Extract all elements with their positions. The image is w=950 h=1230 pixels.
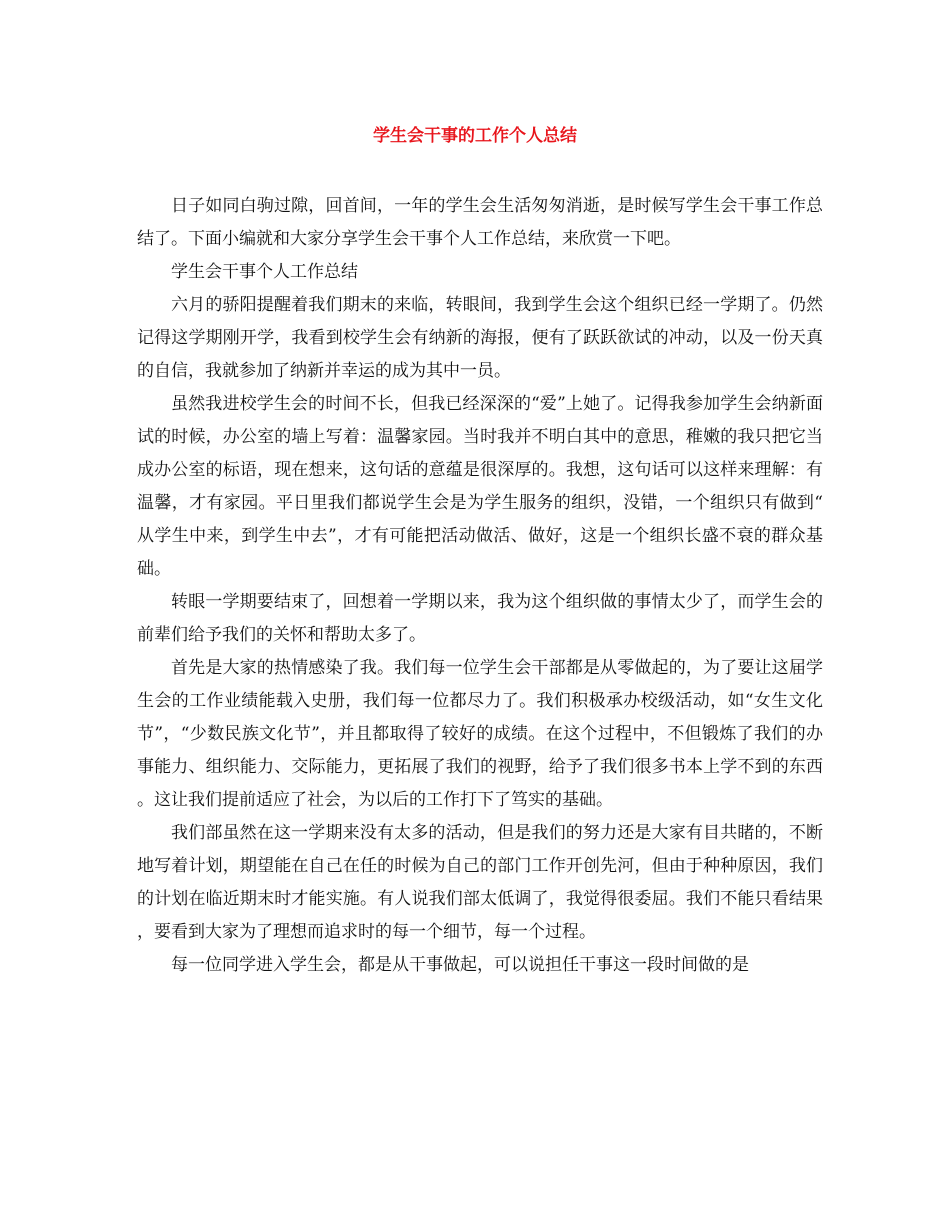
paragraph-june: 六月的骄阳提醒着我们期末的来临，转眼间，我到学生会这个组织已经一学期了。仍然记得这学期刚开学，我看到校学生会有纳新的海报，便有了跃跃欲试的冲动，以及一份天真的自信，我就参加了纳新并幸运的成为其中一员。 bbox=[137, 295, 823, 381]
paragraph-love: 虽然我进校学生会的时间不长，但我已经深深的“爱”上她了。记得我参加学生会纳新面试的时候，办公室的墙上写着：温馨家园。当时我并不明白其中的意思，稚嫩的我只把它当成办公室的标语，现在想来，这句话的意蕴是很深厚的。我想，这句话可以这样来理解：有温馨，才有家园。平日里我们都说学生会是为学生服务的组织，没错，一个组织只有做到“从学生中来，到学生中去”，才有可能把活动做活、做好，这是一个组织长盛不衰的群众基础。 bbox=[137, 394, 823, 579]
document-body bbox=[137, 190, 823, 982]
paragraph-semester-end: 转眼一学期要结束了，回想着一学期以来，我为这个组织做的事情太少了，而学生会的前辈们给予我们的关怀和帮助太多了。 bbox=[137, 592, 823, 645]
paragraph-department: 我们部虽然在这一学期来没有太多的活动，但是我们的努力还是大家有目共睹的，不断地写着计划，期望能在自己在任的时候为自己的部门工作开创先河，但由于种种原因，我们的计划在临近期末时才能实施。有人说我们部太低调了，我觉得很委屈。我们不能只看结果，要看到大家为了理想而追求时的每一个细节，每一个过程。 bbox=[137, 823, 823, 942]
document-title: 学生会干事的工作个人总结 bbox=[373, 126, 577, 146]
paragraph-officer: 每一位同学进入学生会，都是从干事做起，可以说担任干事这一段时间做的是 bbox=[171, 955, 749, 975]
paragraph-intro: 日子如同白驹过隙，回首间，一年的学生会生活匆匆消逝，是时候写学生会干事工作总结了。下面小编就和大家分享学生会干事个人工作总结，来欣赏一下吧。 bbox=[137, 196, 823, 249]
paragraph-subheading: 学生会干事个人工作总结 bbox=[171, 262, 358, 282]
paragraph-enthusiasm: 首先是大家的热情感染了我。我们每一位学生会干部都是从零做起的，为了要让这届学生会的工作业绩能载入史册，我们每一位都尽力了。我们积极承办校级活动，如“女生文化节”，“少数民族文化节”，并且都取得了较好的成绩。在这个过程中，不但锻炼了我们的办事能力、组织能力、交际能力，更拓展了我们的视野，给予了我们很多书本上学不到的东西。这让我们提前适应了社会，为以后的工作打下了笃实的基础。 bbox=[137, 658, 823, 810]
